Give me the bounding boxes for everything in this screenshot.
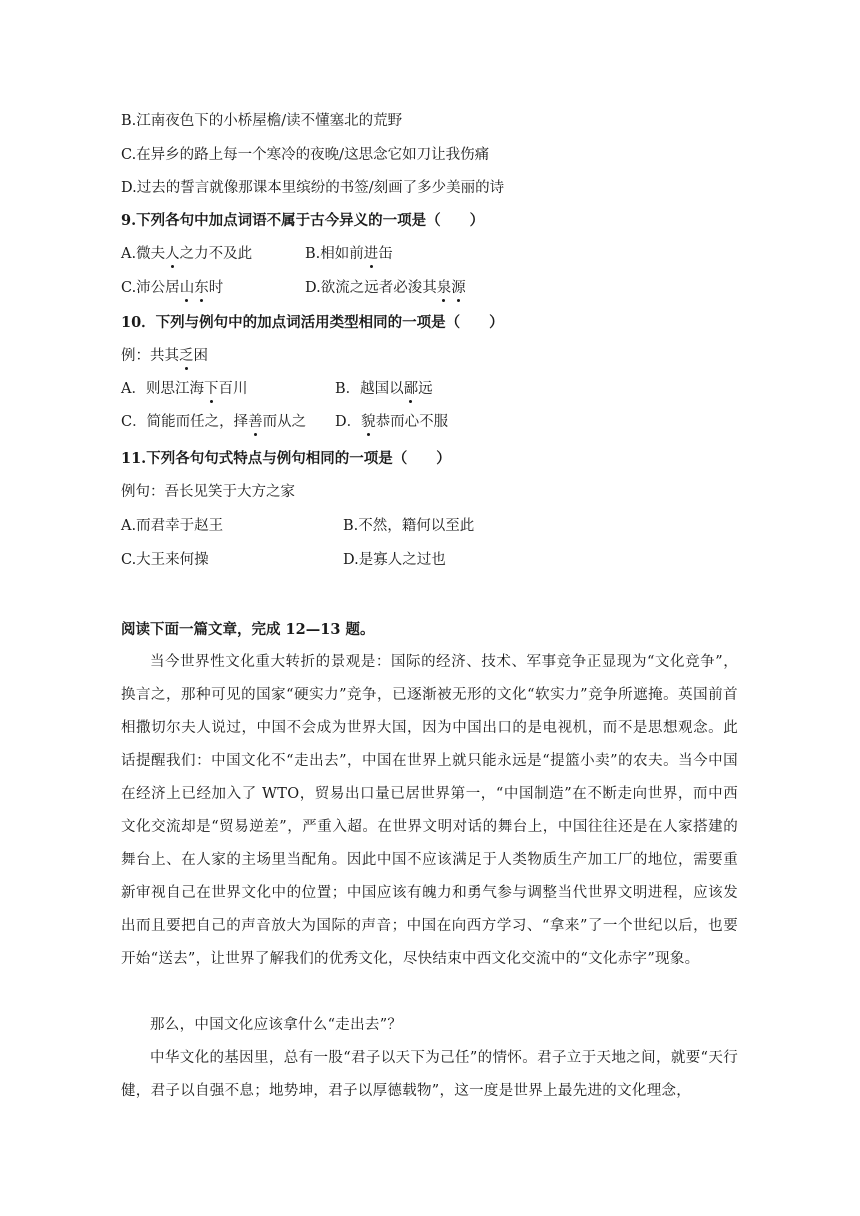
q9-a-pre: A.微夫 — [121, 246, 166, 262]
q10-option-b — [335, 379, 433, 399]
q10-example-post: 困 — [193, 348, 208, 364]
q10-b-dotted-word: 鄙 — [403, 381, 419, 397]
q9-a-post: 之力不及此 — [179, 246, 253, 262]
q11-option-b: B.不然，籍何以至此 — [343, 518, 475, 534]
q10-b-pre: B．越国以 — [335, 381, 404, 397]
q9-d-dotted-word-2: 源 — [451, 280, 466, 296]
q8-option-c: C.在异乡的路上每一个寒冷的夜晚/这思念它如刀让我伤痛 — [121, 147, 490, 163]
q10-d-dotted-word: 貌 — [361, 414, 376, 430]
q9-d-dotted-word-1: 泉 — [436, 280, 452, 296]
q9-option-c — [121, 278, 223, 298]
q10-d-post: 恭而心不服 — [375, 414, 449, 430]
q11-stem: 11.下列各句句式特点与例句相同的一项是（ ） — [121, 450, 451, 467]
q9-a-dotted-word: 人 — [165, 246, 180, 262]
q9-c-dotted-word-1: 山 — [179, 280, 195, 296]
q9-b-pre: B.相如前 — [305, 246, 364, 262]
q10-c-pre: C．简能而任之，择 — [121, 414, 249, 430]
q10-option-c — [121, 412, 306, 432]
q11-option-c: C.大王来何操 — [121, 552, 209, 568]
q10-example — [121, 346, 208, 366]
q10-example-pre: 例：共其 — [121, 348, 179, 364]
q10-option-a — [121, 379, 247, 399]
q9-b-post: 缶 — [378, 246, 393, 262]
q10-example-dotted-word: 乏 — [179, 348, 194, 364]
q11-option-d: D.是寡人之过也 — [343, 552, 446, 568]
reading-paragraph-2: 那么，中国文化应该拿什么“走出去”？ — [150, 1017, 403, 1033]
q10-a-post: 百川 — [218, 381, 248, 397]
q9-c-dotted-word-2: 东 — [194, 280, 209, 296]
q9-stem: 9.下列各句中加点词语不属于古今异义的一项是（ ） — [121, 212, 485, 229]
reading-heading: 阅读下面一篇文章，完成 12—13 题。 — [121, 621, 375, 638]
q11-example: 例句：吾长见笑于大方之家 — [121, 484, 295, 500]
q10-option-d — [335, 412, 448, 432]
reading-paragraph-3: 中华文化的基因里，总有一股“君子以天下为己任”的情怀。君子立于天地之间，就要“天行健，君子以自强不息；地势坤，君子以厚德载物”，这一度是世界上最先进的文化理念， — [121, 1050, 738, 1099]
q8-option-b: B.江南夜色下的小桥屋檐/读不懂塞北的荒野 — [121, 113, 403, 129]
q11-option-a: A.而君幸于赵王 — [121, 518, 224, 534]
q10-b-post: 远 — [418, 381, 433, 397]
q10-c-dotted-word: 善 — [248, 414, 263, 430]
q8-option-d: D.过去的誓言就像那课本里缤纷的书签/刻画了多少美丽的诗 — [121, 180, 505, 196]
q9-option-d — [305, 278, 466, 298]
q9-c-pre: C.沛公居 — [121, 280, 180, 296]
q9-d-pre: D.欲流之远者必浚其 — [305, 280, 437, 296]
q9-option-a — [121, 244, 252, 264]
q10-a-pre: A．则思江海 — [121, 381, 204, 397]
q10-d-pre: D． — [335, 414, 362, 430]
q9-b-dotted-word: 进 — [363, 246, 379, 262]
q10-c-post: 而从之 — [262, 414, 307, 430]
q10-a-dotted-word: 下 — [203, 381, 219, 397]
q9-option-b — [305, 244, 393, 264]
q10-stem: 10．下列与例句中的加点词活用类型相同的一项是（ ） — [121, 314, 504, 331]
reading-paragraph-1: 当今世界性文化重大转折的景观是：国际的经济、技术、军事竞争正显现为“文化竞争”，换言之，那种可见的国家“硬实力”竞争，已逐渐被无形的文化“软实力”竞争所遮掩。英国前首相撒切尔夫人说过，中国不会成为世界大国，因为中国出口的是电视机，而不是思想观念。此话提醒我们：中国文化不“走出去”，中国在世界上就只能永远是“提篮小卖”的农夫。当今中国在经济上已经加入了 WTO，贸易出口量已居世界第一，“中国制造”在不断走向世界，而中西文化交流却是“贸易逆差”，严重入超。在世界文明对话的舞台上，中国往往还是在人家搭建的舞台上、在人家的主场里当配角。因此中国不应该满足于人类物质生产加工厂的地位，需要重新审视自己在世界文化中的位置；中国应该有魄力和勇气参与调整当代世界文明进程，应该发出而且要把自己的声音放大为国际的声音；中国在向西方学习、“拿来”了一个世纪以后，也要开始“送去”，让世界了解我们的优秀文化，尽快结束中西文化交流中的“文化赤字”现象。 — [121, 654, 738, 967]
q9-c-post: 时 — [208, 280, 224, 296]
